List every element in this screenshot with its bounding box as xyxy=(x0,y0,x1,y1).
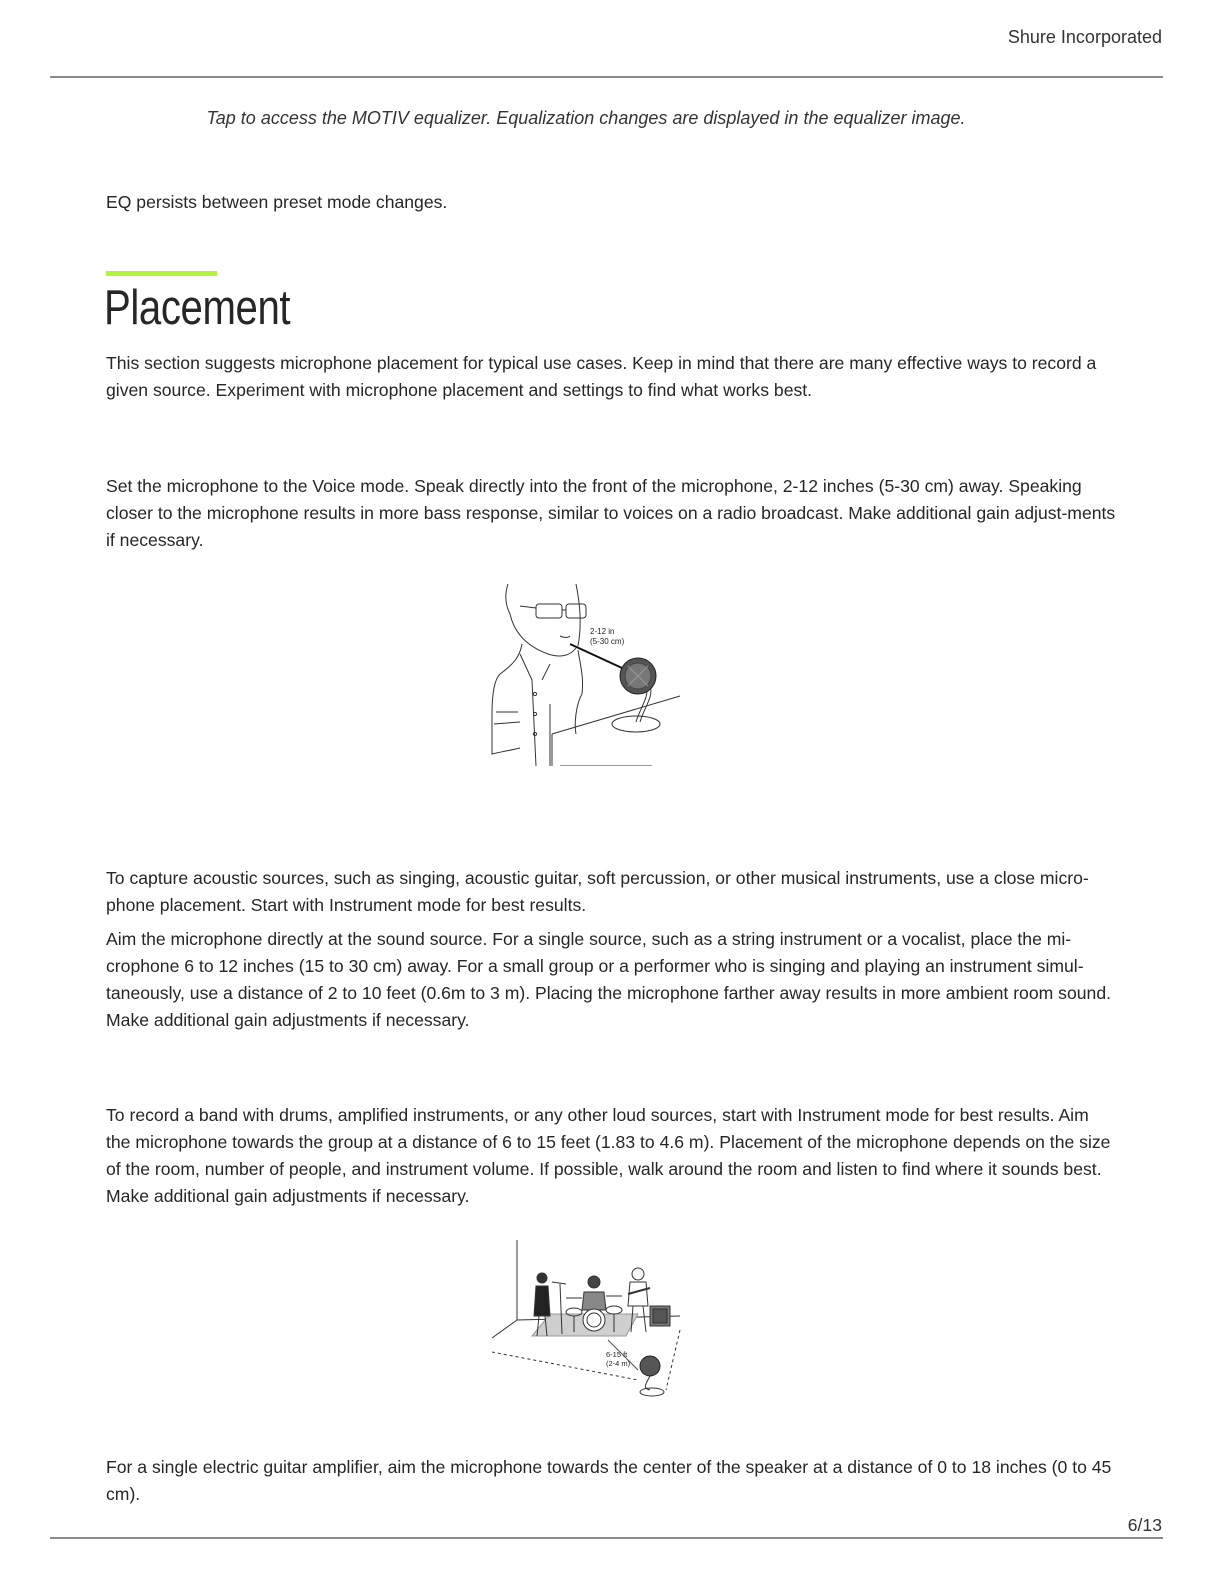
footer-rule xyxy=(50,1537,1163,1539)
voice-paragraph: Set the microphone to the Voice mode. Speak directly into the front of the microphone, 2-12 inches (5-30 cm) away. Speaking closer to the microphone results in more bass response, similar to voices on a radio broadcast. Make additional gain adjust-ments if necessary. xyxy=(106,476,1116,550)
amp-paragraph: For a single electric guitar amplifier, aim the microphone towards the center of the speaker at a distance of 0 to 18 inches (0 to 45 cm). xyxy=(106,1457,1112,1504)
voice-figure-label-2: (5-30 cm) xyxy=(590,637,625,646)
equalizer-caption: Tap to access the MOTIV equalizer. Equalization changes are displayed in the equalizer image. xyxy=(206,108,966,128)
acoustic-paragraph-1: To capture acoustic sources, such as singing, acoustic guitar, soft percussion, or other musical instruments, use a close micro-phone placement. Start with Instrument mode for best results. xyxy=(106,868,1089,915)
section-intro: This section suggests microphone placement for typical use cases. Keep in mind that there are many effective ways to record a given source. Experiment with microphone placement and settings to find what works best. xyxy=(106,353,1097,400)
section-title: Placement xyxy=(104,281,291,335)
company-name: Shure Incorporated xyxy=(1007,27,1162,47)
band-figure-label-2: (2-4 m) xyxy=(606,1359,631,1368)
acoustic-paragraph-2: Aim the microphone directly at the sound source. For a single source, such as a string instrument or a vocalist, place the mi-crophone 6 to 12 inches (15 to 30 cm) away. For a small group or a performer who is singing and playing an instrument simul-taneously, use a distance of 2 to 10 feet (0.6m to 3 m). Placing the microphone farther away results in more ambient room sound. Make additional gain adjustments if necessary. xyxy=(106,929,1111,1030)
band-figure-label-1: 6-15 ft xyxy=(606,1350,628,1359)
band-placement-figure xyxy=(490,1240,685,1400)
page-number: 6/13 xyxy=(1127,1515,1162,1535)
voice-placement-figure xyxy=(490,584,685,766)
section-accent-bar xyxy=(106,271,217,276)
band-paragraph: To record a band with drums, amplified instruments, or any other loud sources, start with Instrument mode for best results. Aim the microphone towards the group at a distance of 6 to 15 feet (1.83 to 4.6 m). Placement of the microphone depends on the size of the room, number of people, and instrument volume. If possible, walk around the room and listen to find where it sounds best. Make additional gain adjustments if necessary. xyxy=(106,1105,1111,1206)
voice-figure-label-1: 2-12 in xyxy=(590,627,615,636)
header-rule xyxy=(50,76,1163,78)
eq-note: EQ persists between preset mode changes. xyxy=(106,192,448,212)
